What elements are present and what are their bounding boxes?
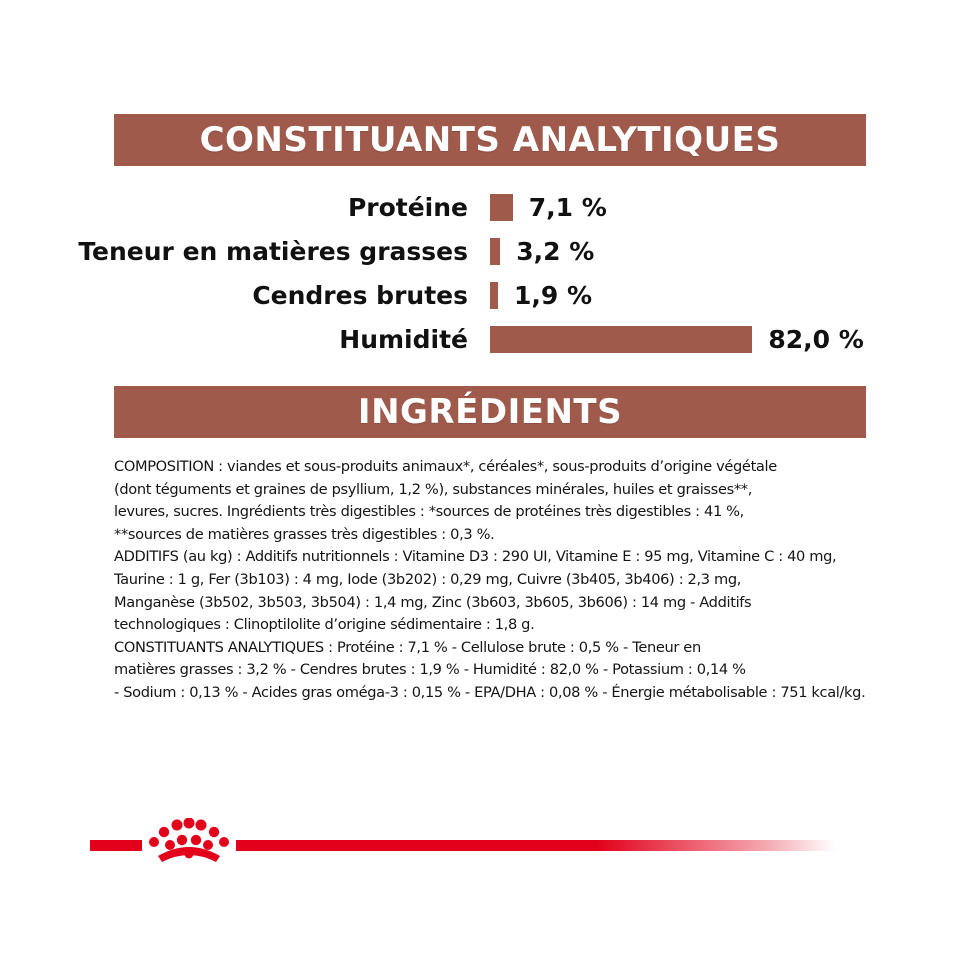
analytics-row-ash [0,280,980,312]
ingredients-line: levures, sucres. Ingrédients très digestibles : *sources de protéines très digestibles : 41 %, [114,503,744,521]
ingredients-banner [114,386,866,438]
analytics-banner [114,114,866,166]
row-label: Protéine [347,193,468,222]
ingredients-line: - Sodium : 0,13 % - Acides gras oméga-3 : 0,15 % - EPA/DHA : 0,08 % - Énergie métabolisable : 751 kcal/kg. [114,683,866,701]
ingredients-line: **sources de matières grasses très digestibles : 0,3 %. [114,525,495,543]
row-bar [490,282,498,309]
analytics-title: CONSTITUANTS ANALYTIQUES [199,120,781,160]
row-label: Cendres brutes [252,281,468,310]
analytics-row-fat [0,236,980,268]
ingredients-line: ADDITIFS (au kg) : Additifs nutritionnels : Vitamine D3 : 290 UI, Vitamine E : 95 mg, Vitamine C : 40 mg, [114,548,837,566]
row-bar [490,238,500,265]
analytics-row-protein [0,192,980,224]
row-label: Humidité [339,325,468,354]
ingredients-text [114,456,874,705]
footer-red-line-right [236,840,836,851]
analytics-row-moisture [0,324,980,356]
footer-red-line-left [90,840,142,851]
ingredients-line: technologiques : Clinoptilolite d’origine sédimentaire : 1,8 g. [114,616,535,634]
row-value: 3,2 % [516,237,595,266]
row-value: 82,0 % [768,325,864,354]
ingredients-line: Manganèse (3b502, 3b503, 3b504) : 1,4 mg, Zinc (3b603, 3b605, 3b606) : 14 mg - Additifs [114,593,752,611]
ingredients-line: COMPOSITION : viandes et sous-produits animaux*, céréales*, sous-produits d’origine végétale [114,458,777,475]
royal-canin-crown-icon [148,818,230,868]
row-label: Teneur en matières grasses [78,237,468,266]
ingredients-line: matières grasses : 3,2 % - Cendres brutes : 1,9 % - Humidité : 82,0 % - Potassium : 0,14 % [114,661,746,679]
ingredients-line: (dont téguments et graines de psyllium, 1,2 %), substances minérales, huiles et graisses**, [114,480,753,498]
ingredients-title: INGRÉDIENTS [357,392,623,432]
row-bar [490,326,752,353]
row-bar [490,194,513,221]
row-value: 7,1 % [528,193,607,222]
ingredients-line: CONSTITUANTS ANALYTIQUES : Protéine : 7,1 % - Cellulose brute : 0,5 % - Teneur en [114,638,701,656]
row-value: 1,9 % [514,281,593,310]
ingredients-line: Taurine : 1 g, Fer (3b103) : 4 mg, Iode (3b202) : 0,29 mg, Cuivre (3b405, 3b406) : 2,3 mg, [114,570,742,588]
